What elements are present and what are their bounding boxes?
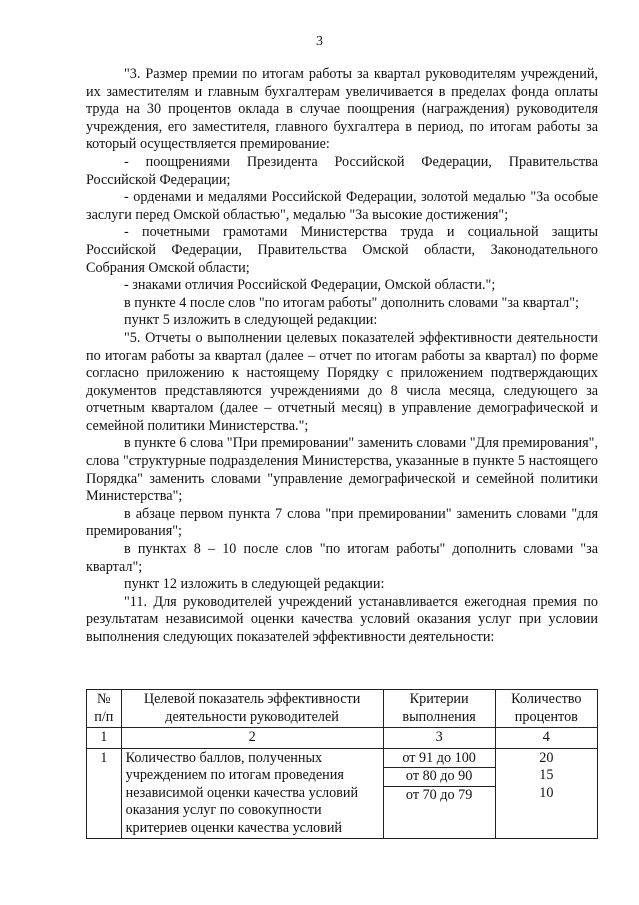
header-number: № п/п [87, 690, 122, 728]
column-number: 2 [121, 728, 383, 749]
criteria-value: от 80 до 90 [384, 768, 495, 787]
table-row [87, 748, 598, 839]
paragraph: в пункте 6 слова "При премировании" заменить словами "Для премирования", слова "структурные подразделения Министерства, указанные в пункте 5 настоящего Порядка" заменить словами "управление демографической и семейной политики Министерства"; [86, 435, 598, 505]
document-body [86, 66, 598, 647]
paragraph: пункт 12 изложить в следующей редакции: [124, 576, 385, 593]
header-percents: Количество процентов [495, 690, 597, 728]
paragraph: в пункте 4 после слов "по итогам работы" дополнить словами "за квартал"; [124, 294, 579, 311]
indicators-table [86, 689, 598, 839]
criteria-cell [383, 748, 495, 839]
column-number: 4 [495, 728, 597, 749]
percent-value: 15 [539, 767, 554, 783]
paragraph: "11. Для руководителей учреждений устанавливается ежегодная премия по результатам независимой оценки качества условий оказания услуг при условии выполнения следующих показателей эффективности деятельности: [86, 593, 598, 645]
paragraph: - почетными грамотами Министерства труда и социальной защиты Российской Федерации, Правительства Омской области, Законодательного Собрания Омской области; [86, 224, 598, 276]
paragraph: в абзаце первом пункта 7 слова "при премировании" заменить словами "для премирования"; [86, 505, 598, 540]
percent-value: 10 [539, 784, 554, 801]
table-header-row [87, 690, 598, 728]
criteria-value: от 70 до 79 [405, 786, 473, 803]
header-indicator: Целевой показатель эффективности деятельности руководителей [121, 690, 383, 728]
percent-value: 20 [539, 749, 554, 766]
criteria-value: от 91 до 100 [384, 750, 495, 769]
paragraph: пункт 5 изложить в следующей редакции: [124, 312, 378, 329]
page-number: 3 [316, 34, 323, 49]
paragraph: "5. Отчеты о выполнении целевых показателей эффективности деятельности по итогам работы за квартал (далее – отчет по итогам работы за квартал) по форме согласно приложению к настоящему Порядку с приложением подтверждающих документов представляются учреждениями до 8 числа месяца, следующего за отчетным кварталом (далее – отчетный месяц) в управление демографической и семейной политики Министерства."; [86, 329, 598, 434]
header-criteria: Критерии выполнения [383, 690, 495, 728]
paragraph: - поощрениями Президента Российской Федерации, Правительства Российской Федерации; [86, 153, 598, 188]
paragraph: "3. Размер премии по итогам работы за квартал руководителям учреждений, их заместителям и главным бухгалтерам увеличивается в пределах фонда оплаты труда на 30 процентов оклада в случае поощрения (награждения) руководителя учреждения, его заместителя, главного бухгалтера в период, по итогам работы за который осуществляется премирование: [86, 66, 598, 153]
column-number: 3 [383, 728, 495, 749]
column-numbers-row [87, 728, 598, 749]
paragraph: - знаками отличия Российской Федерации, Омской области."; [124, 277, 496, 294]
indicator-text: Количество баллов, полученных учреждением по итогам проведения независимой оценки качества условий оказания услуг по совокупности критериев оценки качества условий [121, 748, 383, 839]
paragraph: - орденами и медалями Российской Федерации, золотой медалью "За особые заслуги перед Омской областью", медалью "За высокие достижения"; [86, 189, 598, 223]
paragraph: в пунктах 8 – 10 после слов "по итогам работы" дополнить словами "за квартал"; [86, 541, 598, 575]
column-number: 1 [87, 728, 122, 749]
percents-cell [495, 748, 597, 839]
row-number: 1 [87, 748, 122, 839]
